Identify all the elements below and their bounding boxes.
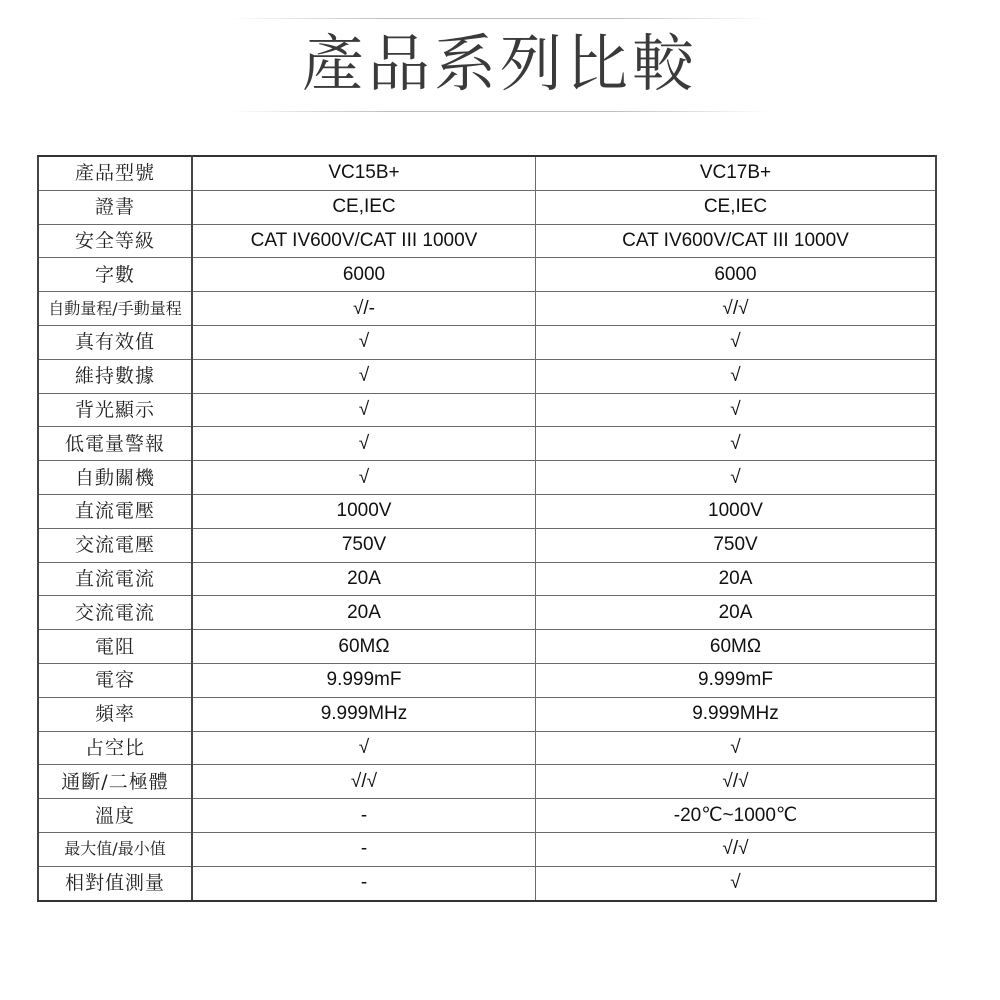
- cell-vc17b: 60MΩ: [536, 630, 937, 664]
- cell-vc17b: 20A: [536, 596, 937, 630]
- cell-vc15b: √: [192, 461, 536, 495]
- row-label: 真有效值: [38, 325, 192, 359]
- table-row: [38, 663, 936, 697]
- cell-vc17b: -20℃~1000℃: [536, 799, 937, 833]
- page-title: 產品系列比較: [301, 27, 698, 100]
- title-divider-top: [230, 18, 770, 19]
- cell-vc17b: 20A: [536, 562, 937, 596]
- row-label: 背光顯示: [38, 393, 192, 427]
- row-label: 占空比: [38, 731, 192, 765]
- header-model-label: 產品型號: [38, 156, 192, 190]
- row-label: 頻率: [38, 697, 192, 731]
- cell-vc15b: √: [192, 359, 536, 393]
- row-label: 自動關機: [38, 461, 192, 495]
- table-row: [38, 528, 936, 562]
- cell-vc17b: √: [536, 866, 937, 900]
- row-label: 證書: [38, 190, 192, 224]
- cell-vc17b: √: [536, 325, 937, 359]
- cell-vc15b: 20A: [192, 596, 536, 630]
- cell-vc17b: 6000: [536, 258, 937, 292]
- cell-vc15b: √: [192, 731, 536, 765]
- table-row: [38, 461, 936, 495]
- row-label: 電阻: [38, 630, 192, 664]
- table-row: [38, 866, 936, 900]
- row-label: 通斷/二極體: [38, 765, 192, 799]
- cell-vc17b: CE,IEC: [536, 190, 937, 224]
- cell-vc15b: 60MΩ: [192, 630, 536, 664]
- cell-vc15b: √: [192, 325, 536, 359]
- comparison-table: [37, 155, 937, 902]
- table-row: [38, 832, 936, 866]
- cell-vc17b: √: [536, 731, 937, 765]
- table-row: [38, 596, 936, 630]
- cell-vc15b: CAT IV600V/CAT III 1000V: [192, 224, 536, 258]
- cell-vc15b: -: [192, 799, 536, 833]
- row-label: 自動量程/手動量程: [38, 292, 192, 326]
- cell-vc17b: CAT IV600V/CAT III 1000V: [536, 224, 937, 258]
- row-label: 最大值/最小值: [38, 832, 192, 866]
- title-divider-bottom: [230, 111, 770, 112]
- cell-vc17b: √: [536, 427, 937, 461]
- row-label: 直流電流: [38, 562, 192, 596]
- header-row: [38, 156, 936, 190]
- cell-vc15b: 1000V: [192, 494, 536, 528]
- row-label: 溫度: [38, 799, 192, 833]
- table-row: [38, 427, 936, 461]
- row-label: 交流電流: [38, 596, 192, 630]
- cell-vc15b: -: [192, 832, 536, 866]
- table-row: [38, 799, 936, 833]
- table-row: [38, 393, 936, 427]
- table-row: [38, 697, 936, 731]
- cell-vc17b: √: [536, 359, 937, 393]
- cell-vc15b: √: [192, 393, 536, 427]
- row-label: 相對值測量: [38, 866, 192, 900]
- table-row: [38, 494, 936, 528]
- table-row: [38, 731, 936, 765]
- table-row: [38, 190, 936, 224]
- table-row: [38, 224, 936, 258]
- row-label: 安全等級: [38, 224, 192, 258]
- cell-vc15b: -: [192, 866, 536, 900]
- table-row: [38, 325, 936, 359]
- cell-vc17b: √/√: [536, 292, 937, 326]
- cell-vc17b: 9.999MHz: [536, 697, 937, 731]
- table-row: [38, 630, 936, 664]
- table-row: [38, 258, 936, 292]
- row-label: 維持數據: [38, 359, 192, 393]
- cell-vc17b: 1000V: [536, 494, 937, 528]
- cell-vc17b: 750V: [536, 528, 937, 562]
- row-label: 交流電壓: [38, 528, 192, 562]
- cell-vc15b: 20A: [192, 562, 536, 596]
- table-row: [38, 292, 936, 326]
- header-model-vc17b: VC17B+: [536, 156, 937, 190]
- cell-vc17b: √: [536, 393, 937, 427]
- row-label: 低電量警報: [38, 427, 192, 461]
- cell-vc15b: CE,IEC: [192, 190, 536, 224]
- cell-vc17b: √: [536, 461, 937, 495]
- header-model-vc15b: VC15B+: [192, 156, 536, 190]
- cell-vc15b: √/-: [192, 292, 536, 326]
- table-row: [38, 562, 936, 596]
- cell-vc15b: 750V: [192, 528, 536, 562]
- table-row: [38, 359, 936, 393]
- row-label: 電容: [38, 663, 192, 697]
- cell-vc17b: √/√: [536, 832, 937, 866]
- cell-vc15b: 6000: [192, 258, 536, 292]
- cell-vc15b: 9.999mF: [192, 663, 536, 697]
- cell-vc17b: √/√: [536, 765, 937, 799]
- row-label: 字數: [38, 258, 192, 292]
- cell-vc15b: √: [192, 427, 536, 461]
- cell-vc15b: √/√: [192, 765, 536, 799]
- table-row: [38, 765, 936, 799]
- cell-vc17b: 9.999mF: [536, 663, 937, 697]
- row-label: 直流電壓: [38, 494, 192, 528]
- cell-vc15b: 9.999MHz: [192, 697, 536, 731]
